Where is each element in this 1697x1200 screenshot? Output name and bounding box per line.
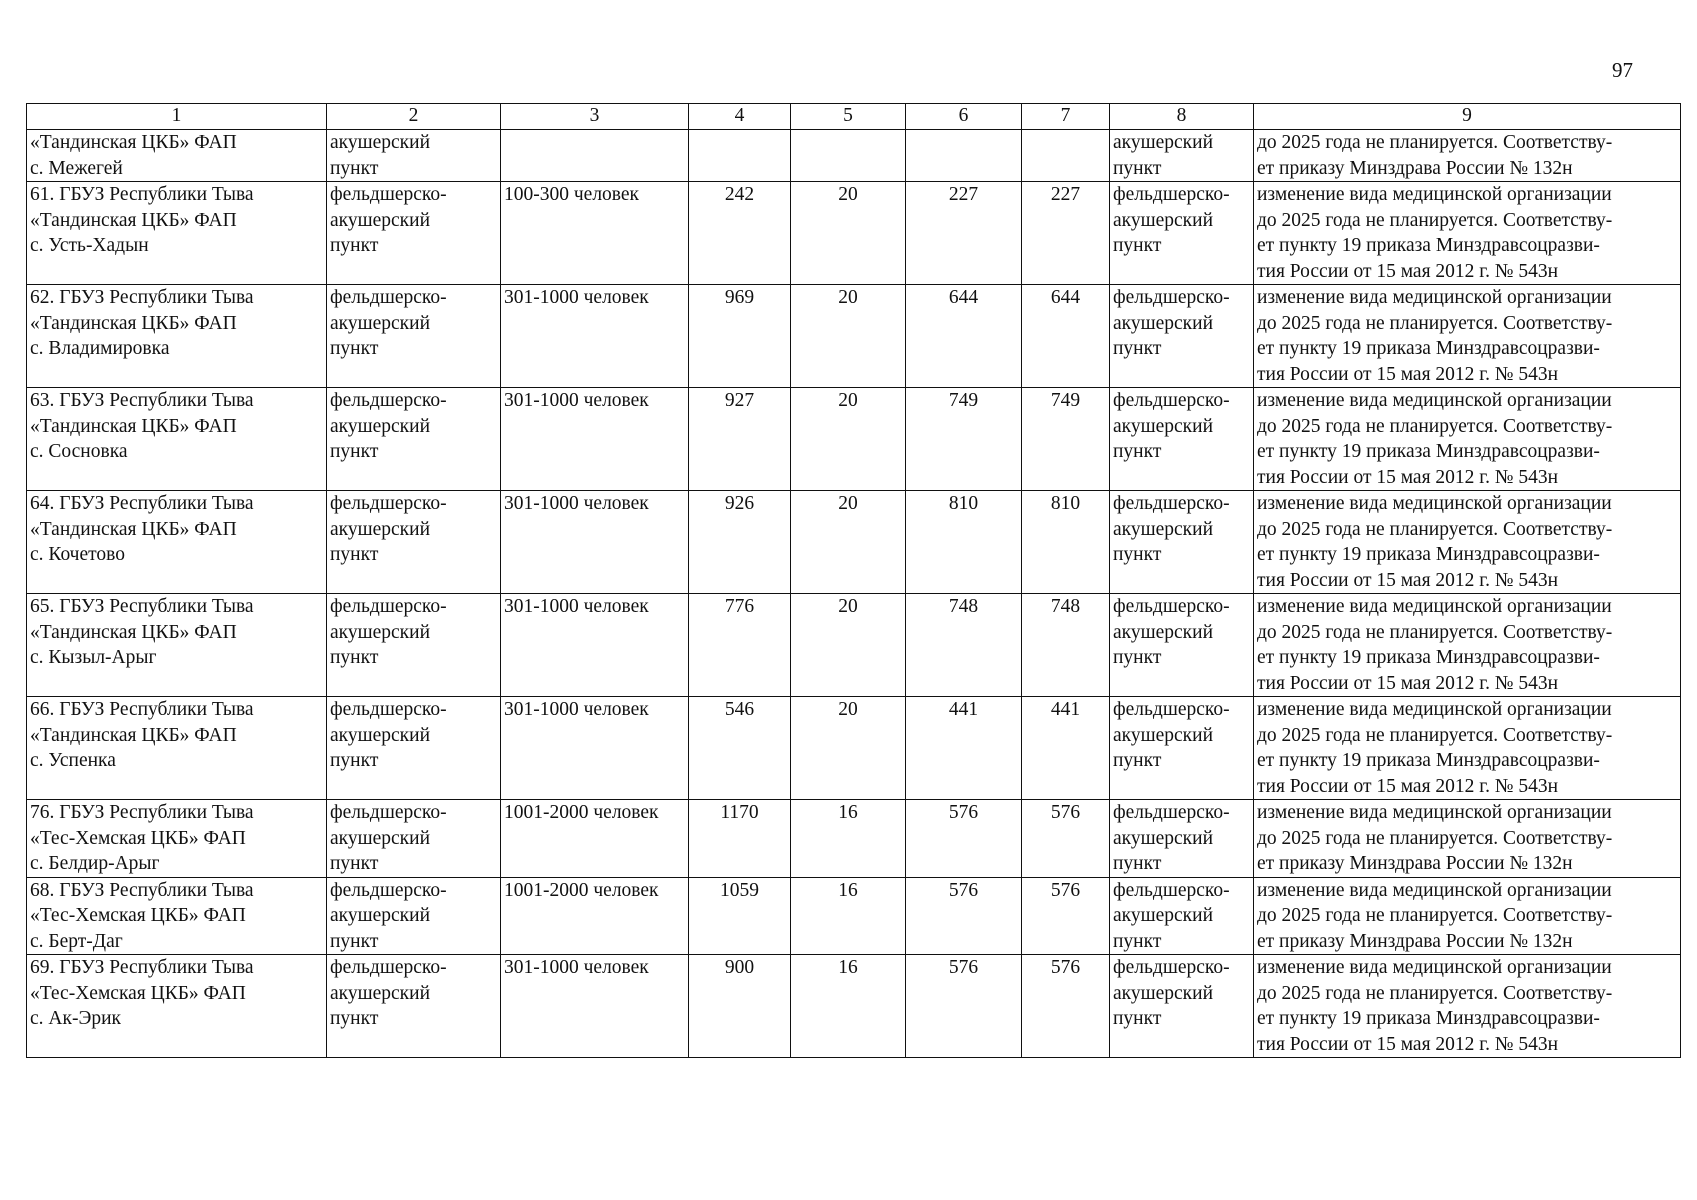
table-cell-col-4: 1059 — [689, 877, 791, 955]
table-cell-col-6: 748 — [906, 594, 1022, 697]
table-cell-col-7: 749 — [1022, 388, 1110, 491]
column-header: 6 — [906, 104, 1022, 130]
table-cell-col-7: 441 — [1022, 697, 1110, 800]
table-cell-col-6: 749 — [906, 388, 1022, 491]
table-cell-col-3: 301-1000 человек — [501, 491, 689, 594]
table-cell-col-2: фельдшерско- акушерский пункт — [327, 697, 501, 800]
table-cell-col-2: фельдшерско- акушерский пункт — [327, 285, 501, 388]
table-cell-col-9: изменение вида медицинской организации до 2025 года не планируется. Соответству- ет пункту 19 приказа Минздравсоцразви- тия России от 15 мая 2012 г. № 543н — [1254, 388, 1681, 491]
table-cell-col-8: фельдшерско- акушерский пункт — [1110, 491, 1254, 594]
table-cell-col-8: фельдшерско- акушерский пункт — [1110, 877, 1254, 955]
column-header: 9 — [1254, 104, 1681, 130]
table-cell-col-7: 227 — [1022, 182, 1110, 285]
table-cell-col-9: изменение вида медицинской организации до 2025 года не планируется. Соответству- ет приказу Минздрава России № 132н — [1254, 800, 1681, 878]
table-cell-col-8: фельдшерско- акушерский пункт — [1110, 800, 1254, 878]
table-cell-col-5: 20 — [791, 285, 906, 388]
table-cell-col-6: 644 — [906, 285, 1022, 388]
table-cell-col-9: до 2025 года не планируется. Соответству- ет приказу Минздрава России № 132н — [1254, 130, 1681, 182]
table-cell-col-3: 301-1000 человек — [501, 955, 689, 1058]
table-cell-col-3: 1001-2000 человек — [501, 877, 689, 955]
table-cell-col-9: изменение вида медицинской организации до 2025 года не планируется. Соответству- ет пункту 19 приказа Минздравсоцразви- тия России от 15 мая 2012 г. № 543н — [1254, 697, 1681, 800]
column-header: 8 — [1110, 104, 1254, 130]
table-cell-col-1: 64. ГБУЗ Республики Тыва «Тандинская ЦКБ» ФАП с. Кочетово — [27, 491, 327, 594]
table-cell-col-7 — [1022, 130, 1110, 182]
table-cell-col-3: 301-1000 человек — [501, 594, 689, 697]
table-cell-col-5: 20 — [791, 697, 906, 800]
table-cell-col-4: 1170 — [689, 800, 791, 878]
table-cell-col-2: фельдшерско- акушерский пункт — [327, 182, 501, 285]
table-row — [27, 697, 1681, 800]
table-cell-col-1: 62. ГБУЗ Республики Тыва «Тандинская ЦКБ» ФАП с. Владимировка — [27, 285, 327, 388]
table-cell-col-2: акушерский пункт — [327, 130, 501, 182]
table-cell-col-9: изменение вида медицинской организации до 2025 года не планируется. Соответству- ет пункту 19 приказа Минздравсоцразви- тия России от 15 мая 2012 г. № 543н — [1254, 182, 1681, 285]
table-cell-col-4: 776 — [689, 594, 791, 697]
table-cell-col-7: 748 — [1022, 594, 1110, 697]
table-body — [27, 130, 1681, 1058]
table-cell-col-4: 927 — [689, 388, 791, 491]
table-cell-col-1: 61. ГБУЗ Республики Тыва «Тандинская ЦКБ» ФАП с. Усть-Хадын — [27, 182, 327, 285]
table-cell-col-9: изменение вида медицинской организации до 2025 года не планируется. Соответству- ет пункту 19 приказа Минздравсоцразви- тия России от 15 мая 2012 г. № 543н — [1254, 285, 1681, 388]
header-row — [27, 104, 1681, 130]
table-cell-col-6: 227 — [906, 182, 1022, 285]
table-cell-col-9: изменение вида медицинской организации до 2025 года не планируется. Соответству- ет приказу Минздрава России № 132н — [1254, 877, 1681, 955]
table-cell-col-2: фельдшерско- акушерский пункт — [327, 877, 501, 955]
table-cell-col-5: 16 — [791, 800, 906, 878]
table-cell-col-3: 301-1000 человек — [501, 285, 689, 388]
table-row — [27, 182, 1681, 285]
facilities-table — [26, 103, 1681, 1058]
table-cell-col-7: 810 — [1022, 491, 1110, 594]
table-cell-col-5: 20 — [791, 388, 906, 491]
table-cell-col-8: фельдшерско- акушерский пункт — [1110, 697, 1254, 800]
table-cell-col-4: 546 — [689, 697, 791, 800]
table-cell-col-7: 576 — [1022, 800, 1110, 878]
table-cell-col-3: 301-1000 человек — [501, 697, 689, 800]
table-cell-col-7: 644 — [1022, 285, 1110, 388]
column-header: 2 — [327, 104, 501, 130]
table-cell-col-8: фельдшерско- акушерский пункт — [1110, 955, 1254, 1058]
table-cell-col-4: 969 — [689, 285, 791, 388]
table-cell-col-1: 65. ГБУЗ Республики Тыва «Тандинская ЦКБ» ФАП с. Кызыл-Арыг — [27, 594, 327, 697]
column-header: 5 — [791, 104, 906, 130]
table-cell-col-8: фельдшерско- акушерский пункт — [1110, 594, 1254, 697]
table-cell-col-5 — [791, 130, 906, 182]
table-cell-col-4 — [689, 130, 791, 182]
table-cell-col-1: 68. ГБУЗ Республики Тыва «Тес-Хемская ЦКБ» ФАП с. Берт-Даг — [27, 877, 327, 955]
table-cell-col-9: изменение вида медицинской организации до 2025 года не планируется. Соответству- ет пункту 19 приказа Минздравсоцразви- тия России от 15 мая 2012 г. № 543н — [1254, 491, 1681, 594]
table-cell-col-9: изменение вида медицинской организации до 2025 года не планируется. Соответству- ет пункту 19 приказа Минздравсоцразви- тия России от 15 мая 2012 г. № 543н — [1254, 594, 1681, 697]
table-cell-col-2: фельдшерско- акушерский пункт — [327, 491, 501, 594]
column-header: 3 — [501, 104, 689, 130]
table-row — [27, 130, 1681, 182]
table-cell-col-8: акушерский пункт — [1110, 130, 1254, 182]
column-header: 4 — [689, 104, 791, 130]
table-cell-col-2: фельдшерско- акушерский пункт — [327, 594, 501, 697]
table-cell-col-7: 576 — [1022, 877, 1110, 955]
table-cell-col-5: 20 — [791, 491, 906, 594]
table-cell-col-5: 16 — [791, 877, 906, 955]
table-row — [27, 491, 1681, 594]
table-cell-col-3 — [501, 130, 689, 182]
table-cell-col-6 — [906, 130, 1022, 182]
table-cell-col-1: 66. ГБУЗ Республики Тыва «Тандинская ЦКБ» ФАП с. Успенка — [27, 697, 327, 800]
table-row — [27, 388, 1681, 491]
table-cell-col-2: фельдшерско- акушерский пункт — [327, 955, 501, 1058]
table-row — [27, 800, 1681, 878]
table-cell-col-6: 576 — [906, 877, 1022, 955]
table-cell-col-4: 242 — [689, 182, 791, 285]
table-cell-col-1: 63. ГБУЗ Республики Тыва «Тандинская ЦКБ» ФАП с. Сосновка — [27, 388, 327, 491]
table-cell-col-3: 1001-2000 человек — [501, 800, 689, 878]
table-cell-col-6: 810 — [906, 491, 1022, 594]
table-cell-col-1: «Тандинская ЦКБ» ФАП с. Межегей — [27, 130, 327, 182]
table-cell-col-5: 20 — [791, 594, 906, 697]
table-row — [27, 285, 1681, 388]
table-cell-col-8: фельдшерско- акушерский пункт — [1110, 285, 1254, 388]
table-cell-col-3: 100-300 человек — [501, 182, 689, 285]
table-cell-col-2: фельдшерско- акушерский пункт — [327, 800, 501, 878]
table-cell-col-6: 441 — [906, 697, 1022, 800]
table-cell-col-5: 20 — [791, 182, 906, 285]
table-cell-col-5: 16 — [791, 955, 906, 1058]
table-cell-col-4: 900 — [689, 955, 791, 1058]
table-cell-col-9: изменение вида медицинской организации до 2025 года не планируется. Соответству- ет пункту 19 приказа Минздравсоцразви- тия России от 15 мая 2012 г. № 543н — [1254, 955, 1681, 1058]
page-number: 97 — [1612, 58, 1633, 82]
table-cell-col-1: 69. ГБУЗ Республики Тыва «Тес-Хемская ЦКБ» ФАП с. Ак-Эрик — [27, 955, 327, 1058]
table-cell-col-3: 301-1000 человек — [501, 388, 689, 491]
table-row — [27, 877, 1681, 955]
table-row — [27, 594, 1681, 697]
table-cell-col-6: 576 — [906, 800, 1022, 878]
column-header: 1 — [27, 104, 327, 130]
table-row — [27, 955, 1681, 1058]
table-cell-col-4: 926 — [689, 491, 791, 594]
table-cell-col-8: фельдшерско- акушерский пункт — [1110, 182, 1254, 285]
table-cell-col-8: фельдшерско- акушерский пункт — [1110, 388, 1254, 491]
column-header: 7 — [1022, 104, 1110, 130]
table-cell-col-7: 576 — [1022, 955, 1110, 1058]
table-cell-col-1: 76. ГБУЗ Республики Тыва «Тес-Хемская ЦКБ» ФАП с. Белдир-Арыг — [27, 800, 327, 878]
table-cell-col-6: 576 — [906, 955, 1022, 1058]
table-cell-col-2: фельдшерско- акушерский пункт — [327, 388, 501, 491]
